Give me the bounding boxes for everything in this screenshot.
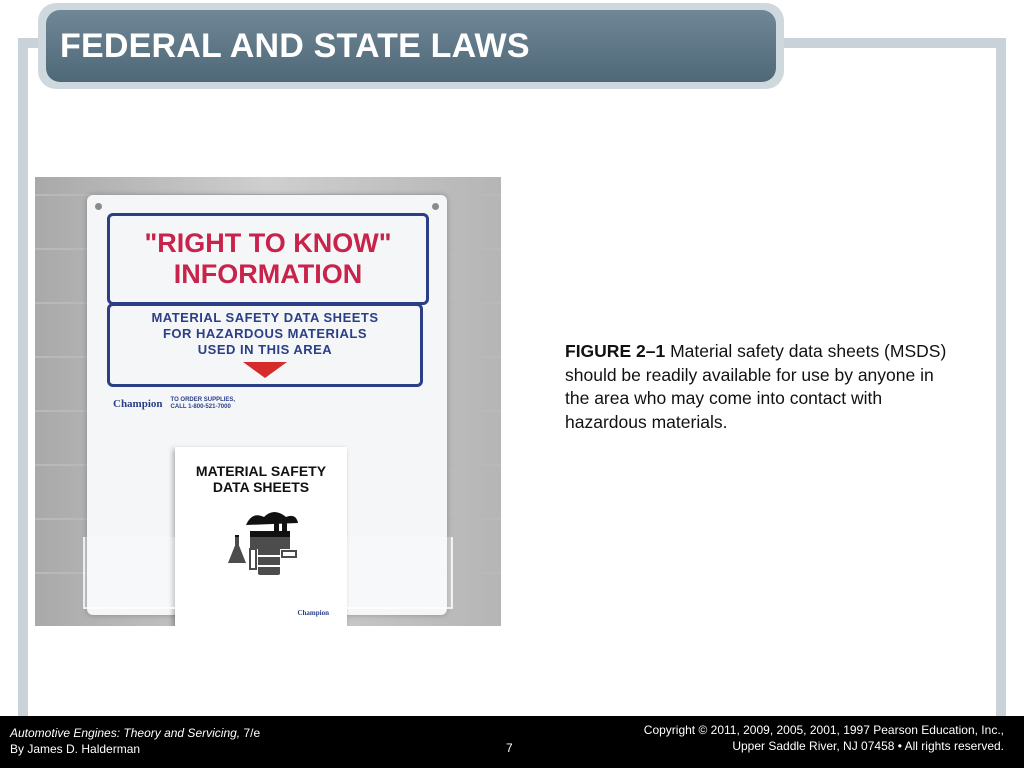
footer-author: By James D. Halderman <box>10 742 141 756</box>
figure-photo <box>35 177 501 626</box>
booklet-title-line1: MATERIAL SAFETY <box>195 463 327 479</box>
copyright-line1: Copyright © 2011, 2009, 2005, 2001, 1997 Pearson Education, Inc., <box>643 723 1004 737</box>
slide-footer <box>0 716 1024 768</box>
sign-sub-line2: FOR HAZARDOUS MATERIALS <box>162 326 368 341</box>
booklet-title-line2: DATA SHEETS <box>212 479 310 495</box>
footer-edition: 7/e <box>243 726 261 740</box>
arrow-down-icon <box>243 362 287 378</box>
figure-label: FIGURE 2–1 <box>565 341 666 361</box>
figure-caption-text: Material safety data sheets (MSDS) should be readily available for use by anyone in the area who may come into contact with hazardous materials. <box>565 341 947 432</box>
sign-headline-box <box>107 213 429 305</box>
sign-sub-box <box>107 303 423 387</box>
slide-frame-right <box>996 38 1006 718</box>
literature-rack <box>83 537 453 609</box>
screw-icon <box>432 203 439 210</box>
footer-book-title: Automotive Engines: Theory and Servicing, <box>10 726 241 740</box>
sign-brand: Champion <box>113 398 163 410</box>
sign-brand-row <box>113 397 235 411</box>
booklet-brand: Champion <box>297 609 329 617</box>
booklet-title <box>175 463 347 495</box>
sign-sub-line1: MATERIAL SAFETY DATA SHEETS <box>151 310 379 325</box>
sign-order-line2: CALL 1-800-521-7000 <box>170 404 231 410</box>
sign-order-info <box>171 397 236 411</box>
footer-book-info <box>10 725 260 757</box>
sign-headline-line1: "RIGHT TO KNOW" <box>144 228 392 258</box>
slide-frame-left <box>18 38 28 718</box>
copyright-line2: Upper Saddle River, NJ 07458 • All rights reserved. <box>732 739 1004 753</box>
sign-sub-line3: USED IN THIS AREA <box>197 342 333 357</box>
footer-copyright <box>644 722 1004 754</box>
page-number: 7 <box>506 741 513 755</box>
slide-title: FEDERAL AND STATE LAWS <box>60 26 530 65</box>
sign-order-line1: TO ORDER SUPPLIES, <box>170 397 236 403</box>
sign-headline-line2: INFORMATION <box>173 259 363 289</box>
figure-caption <box>565 340 955 434</box>
screw-icon <box>95 203 102 210</box>
title-bar <box>46 10 776 82</box>
